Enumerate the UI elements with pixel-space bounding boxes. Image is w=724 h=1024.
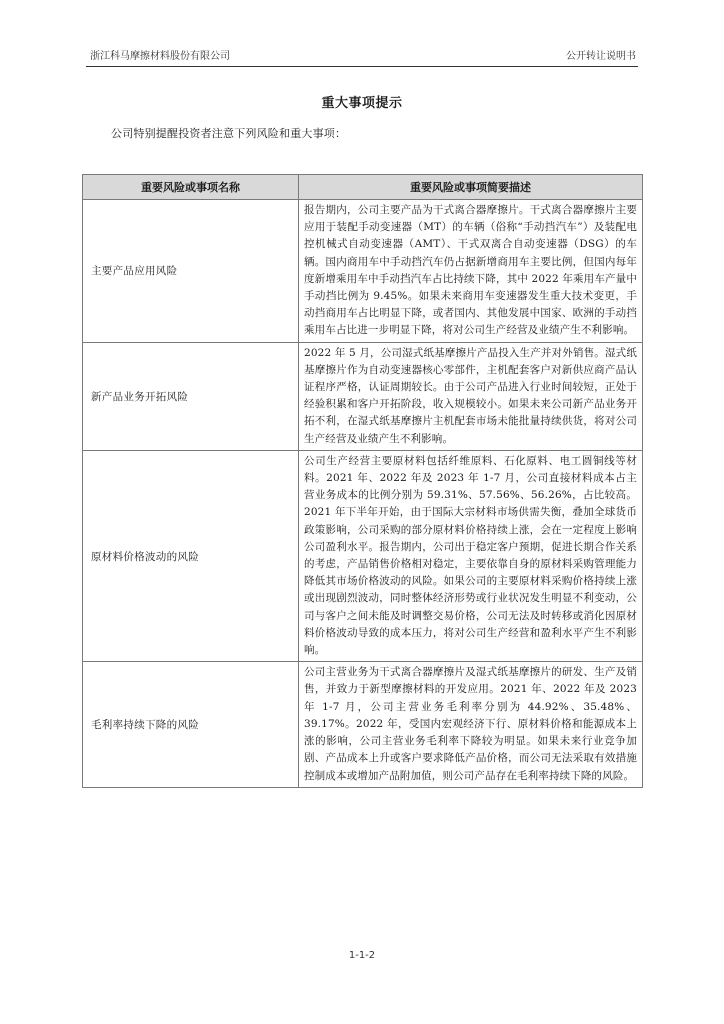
table-row — [83, 450, 643, 661]
risk-description-gross-margin: 公司主营业务为干式离合器摩擦片及湿式纸基摩擦片的研发、生产及销售，并致力于新型摩擦材料的开发应用。2021 年、2022 年及 2023 年 1-7 月，公司主营业务毛利率分别为 44.92%、35.48%、39.17%。2022 年，受国内宏观经济下行、原材料价格和能源成本上涨的影响，公司主营业务毛利率下降较为明显。如果未来行业竞争加剧、产品成本上升或客户要求降低产品价格，而公司无法采取有效措施控制成本或增加产品附加值，则公司产品存在毛利率持续下降的风险。 — [299, 662, 643, 787]
risk-name-product-application: 主要产品应用风险 — [83, 200, 299, 343]
risk-name-raw-material: 原材料价格波动的风险 — [83, 450, 299, 661]
header-document-type: 公开转让说明书 — [566, 51, 636, 62]
risk-description-product-application: 报告期内，公司主要产品为干式离合器摩擦片。干式离合器摩擦片主要应用于装配手动变速器（MT）的车辆（俗称“手动挡汽车”）及装配电控机械式自动变速器（AMT）、干式双离合自动变速器（DSG）的车辆。国内商用车中手动挡汽车仍占据新增商用车主要比例，但国内每年度新增乘用车中手动挡汽车占比持续下降，其中 2022 年乘用车产量中手动挡比例为 9.45%。如果未来商用车变速器发生重大技术变更，手动挡商用车占比明显下降，或者国内、其他发展中国家、欧洲的手动挡乘用车占比进一步明显下降，将对公司生产经营及业绩产生不利影响。 — [299, 200, 643, 343]
risk-description-raw-material: 公司生产经营主要原材料包括纤维原料、石化原料、电工圆铜线等材料。2021 年、2022 年及 2023 年 1-7 月，公司直接材料成本占主营业务成本的比例分别为 59.31%、57.56%、56.26%，占比较高。2021 年下半年开始，由于国际大宗材料市场供需失衡，叠加全球货币政策影响，公司采购的部分原材料价格持续上涨，会在一定程度上影响公司盈利水平。报告期内，公司出于稳定客户预期，促进长期合作关系的考虑，产品销售价格相对稳定，主要依靠自身的原材料采购管理能力降低其市场价格波动的风险。如果公司的主要原材料采购价格持续上涨或出现剧烈波动，同时整体经济形势或行业状况发生明显不利变动，公司与客户之间未能及时调整交易价格，公司无法及时转移或消化因原材料价格波动导致的成本压力，将对公司生产经营和盈利水平产生不利影响。 — [299, 450, 643, 661]
page-number: 1-1-2 — [348, 950, 376, 961]
risk-name-gross-margin: 毛利率持续下降的风险 — [83, 662, 299, 787]
table-row — [83, 200, 643, 343]
risk-description-new-product: 2022 年 5 月，公司湿式纸基摩擦片产品投入生产并对外销售。湿式纸基摩擦片作为自动变速器核心零部件，主机配套客户对新供应商产品认证程序严格，认证周期较长。由于公司产品进入行业时间较短，正处于经验积累和客户开拓阶段，收入规模较小。如果未来公司新产品业务开拓不利，在湿式纸基摩擦片主机配套市场未能批量持续供货，将对公司生产经营及业绩产生不利影响。 — [299, 342, 643, 450]
risk-name-new-product: 新产品业务开拓风险 — [83, 342, 299, 450]
table-row — [83, 342, 643, 450]
page-header — [86, 50, 638, 67]
header-company-name: 浙江科马摩擦材料股份有限公司 — [90, 51, 230, 62]
risk-table — [82, 174, 643, 788]
column-header-name: 重要风险或事项名称 — [83, 175, 299, 200]
intro-text: 公司特别提醒投资者注意下列风险和重大事项： — [111, 127, 347, 140]
column-header-description: 重要风险或事项简要描述 — [299, 175, 643, 200]
table-row — [83, 662, 643, 787]
section-title: 重大事项提示 — [321, 96, 403, 111]
table-header-row — [83, 175, 643, 200]
